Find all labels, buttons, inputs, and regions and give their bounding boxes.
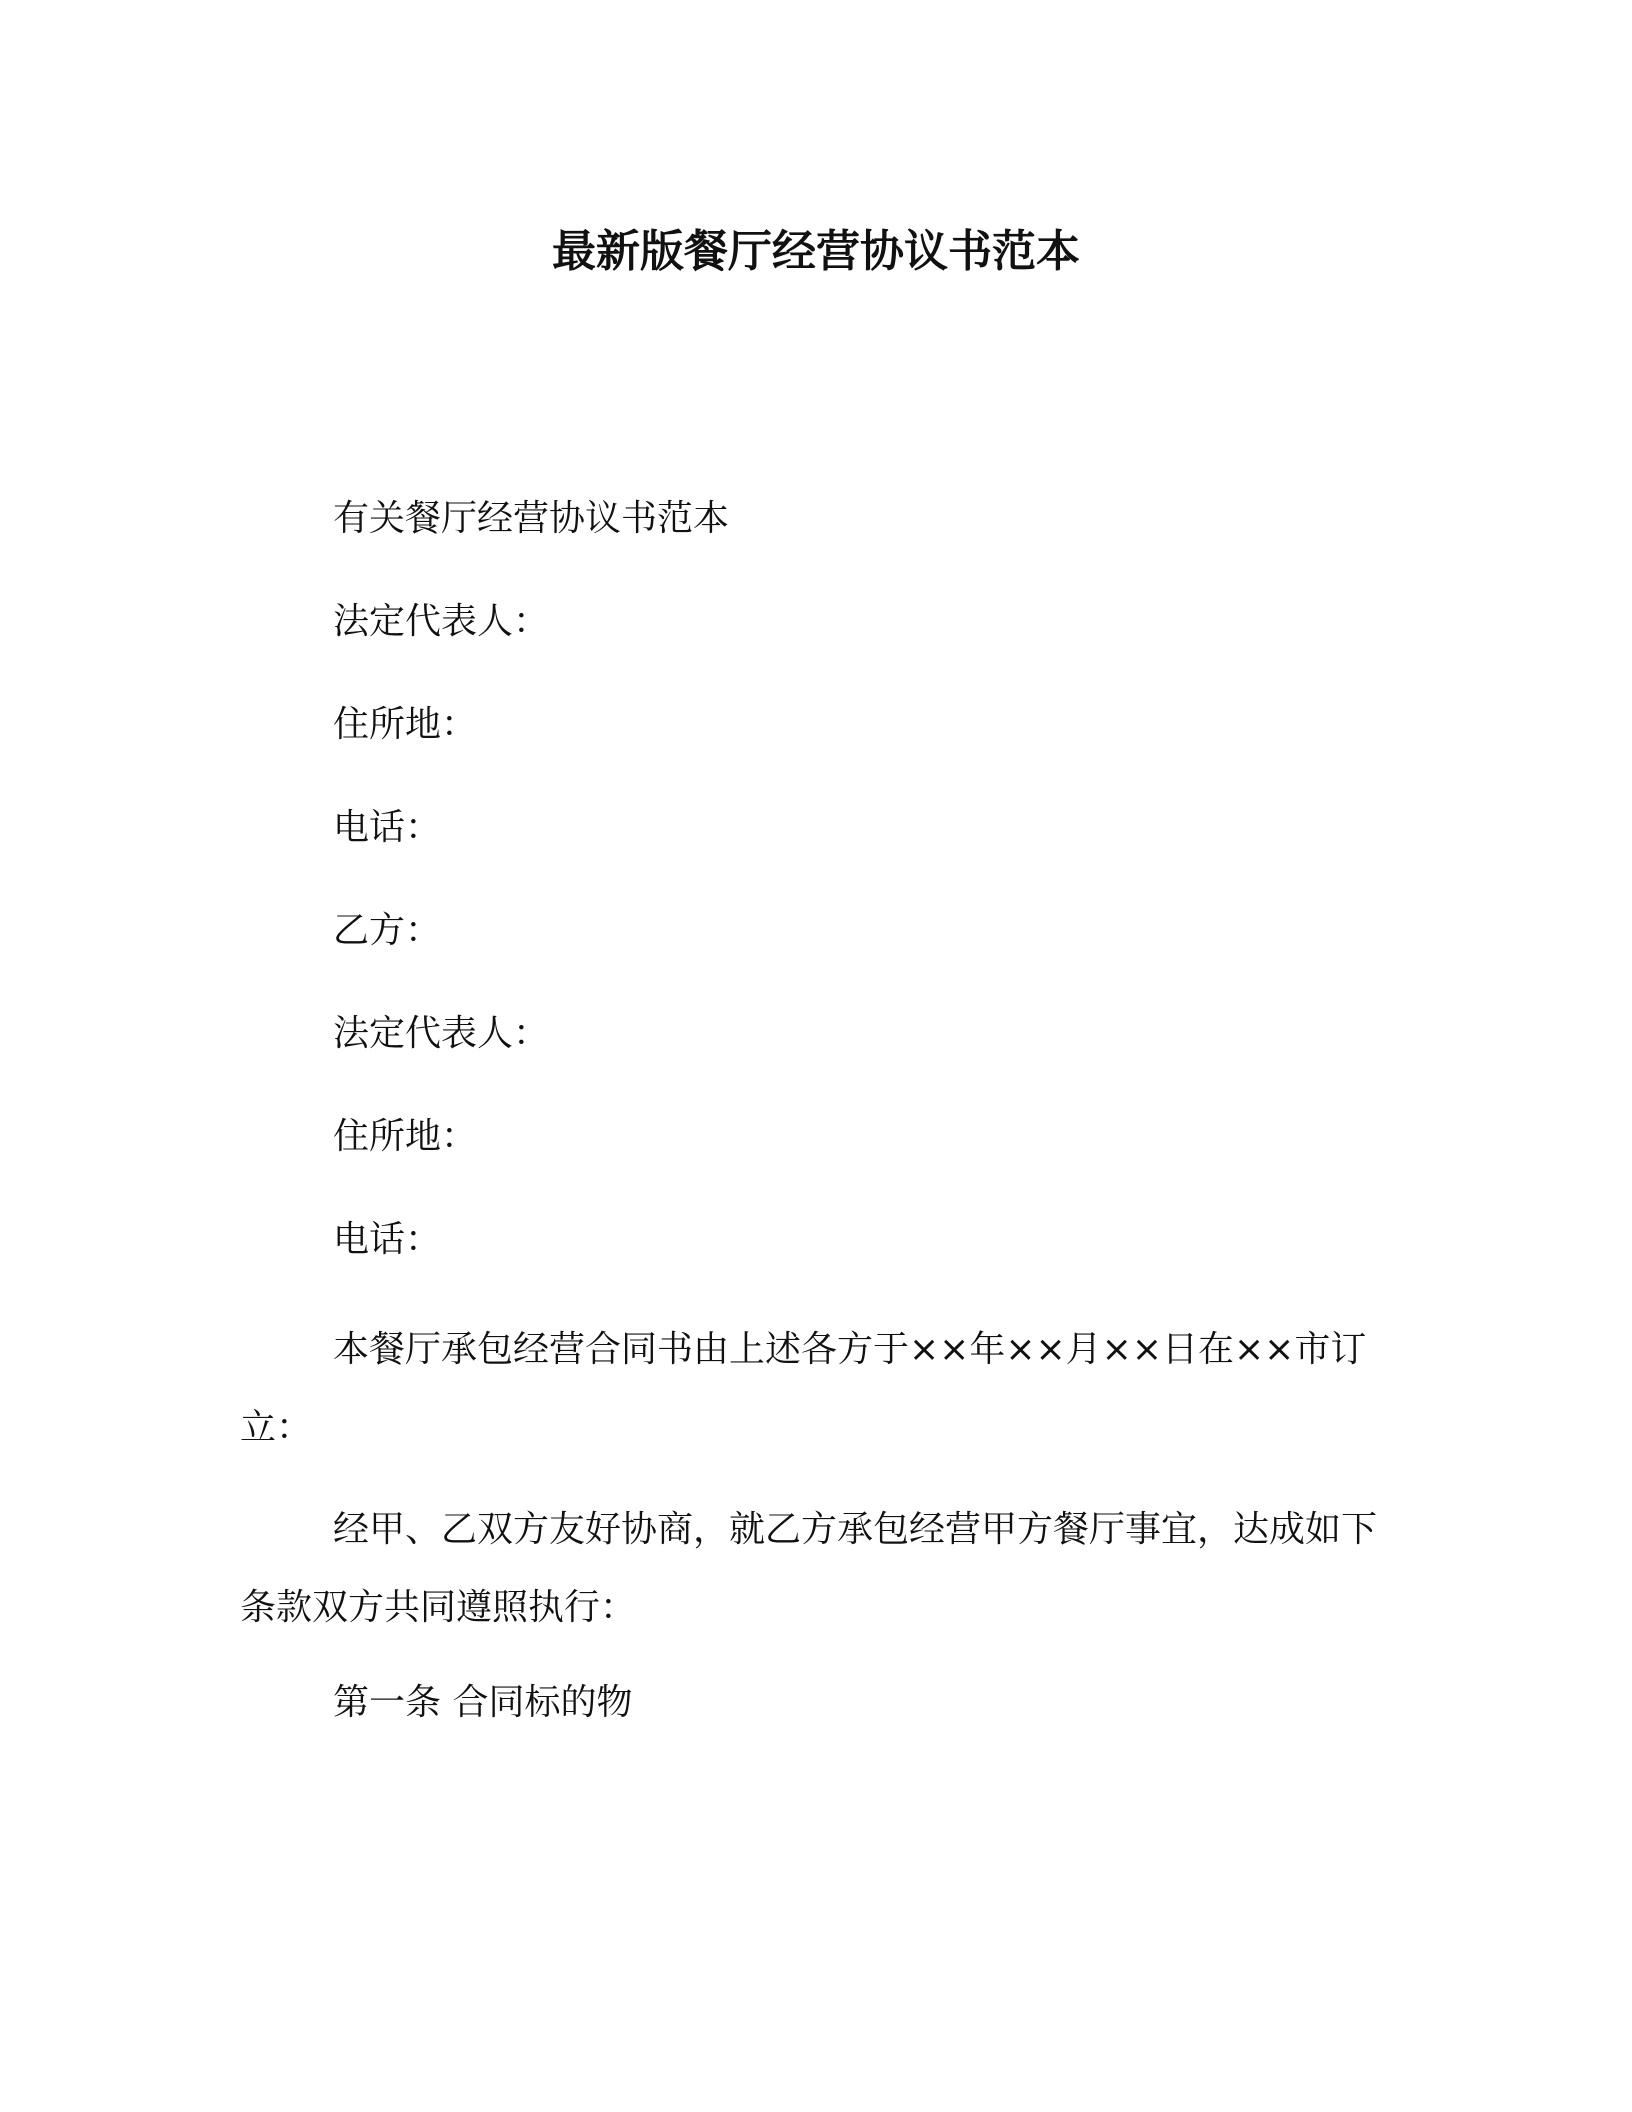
paragraph-party-b-legal-rep: 法定代表人：	[333, 1013, 550, 1054]
paragraph-party-a-phone: 电话：	[333, 807, 442, 848]
paragraph-article-1: 第一条 合同标的物	[333, 1682, 633, 1723]
paragraph-subtitle: 有关餐厅经营协议书范本	[333, 498, 730, 539]
paragraph-party-a-address: 住所地：	[333, 704, 478, 745]
paragraph-party-b-address: 住所地：	[333, 1116, 478, 1157]
paragraph-contract-signing: 本餐厅承包经营合同书由上述各方于××年××月××日在××市订立：	[240, 1329, 1367, 1448]
paragraph-party-b: 乙方：	[333, 910, 442, 951]
paragraph-agreement: 经甲、乙双方友好协商，就乙方承包经营甲方餐厅事宜，达成如下条款双方共同遵照执行：	[240, 1509, 1378, 1628]
paragraph-party-b-phone: 电话：	[333, 1219, 442, 1260]
document-title: 最新版餐厅经营协议书范本	[552, 226, 1080, 277]
paragraph-party-a-legal-rep: 法定代表人：	[333, 601, 550, 642]
